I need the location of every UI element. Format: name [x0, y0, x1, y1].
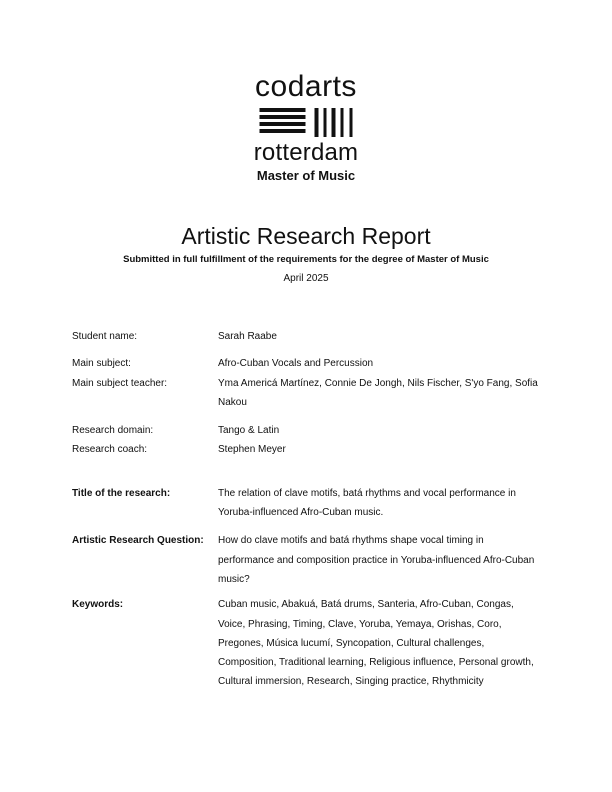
- field-value: Cuban music, Abakuá, Batá drums, Santeria, Afro-Cuban, Congas, Voice, Phrasing, Timing, Clave, Yoruba, Yemaya, Orishas, Coro, Pregones, Música lucumí, Syncopation, Cultural challenges, Composition, Traditional learning, Religious influence, Personal growth, Cultural immersion, Research, Singing practice, Rhythmicity: [218, 599, 534, 688]
- field-label: Main subject:: [72, 358, 131, 370]
- field-value: The relation of clave motifs, batá rhythms and vocal performance in Yoruba-influenced Afro-Cuban music.: [218, 487, 516, 519]
- page-subtitle: Submitted in full fulfillment of the requirements for the degree of Master of Music: [123, 254, 489, 265]
- field-row-research-question: [72, 531, 540, 589]
- field-label: Keywords:: [72, 599, 124, 611]
- field-row-main-subject-teacher: [72, 374, 540, 413]
- field-row-keywords: [72, 595, 540, 691]
- page-date: April 2025: [283, 273, 329, 284]
- field-label: Artistic Research Question:: [72, 535, 204, 547]
- bar-lines-icon: [315, 108, 353, 137]
- staff-lines-icon: [260, 108, 306, 133]
- field-value: Stephen Meyer: [218, 444, 286, 456]
- field-value: Yma Americá Martínez, Connie De Jongh, Nils Fischer, S'yo Fang, Sofia Nakou: [218, 377, 538, 408]
- field-label: Title of the research:: [72, 487, 171, 499]
- field-row-student-name: [72, 327, 540, 346]
- logo-brand-text: codarts: [255, 70, 357, 103]
- field-row-research-coach: [72, 440, 540, 459]
- field-label: Main subject teacher:: [72, 377, 168, 389]
- field-label: Research domain:: [72, 425, 154, 437]
- field-row-research-domain: [72, 421, 540, 440]
- field-row-main-subject: [72, 354, 540, 373]
- logo-city-text: rotterdam: [253, 139, 359, 166]
- field-value: How do clave motifs and batá rhythms shape vocal timing in performance and composition practice in Yoruba-influenced Afro-Cuban music?: [218, 535, 535, 585]
- field-row-research-title: [72, 484, 540, 523]
- page-title: Artistic Research Report: [181, 223, 431, 249]
- codarts-staff-bars-icon: [260, 108, 353, 137]
- logo-program-text: Master of Music: [256, 168, 356, 183]
- field-value: Sarah Raabe: [218, 331, 277, 342]
- metadata-fields: [72, 327, 540, 692]
- field-label: Student name:: [72, 331, 138, 342]
- field-value: Tango & Latin: [218, 425, 280, 437]
- field-label: Research coach:: [72, 444, 148, 456]
- field-value: Afro-Cuban Vocals and Percussion: [218, 358, 374, 370]
